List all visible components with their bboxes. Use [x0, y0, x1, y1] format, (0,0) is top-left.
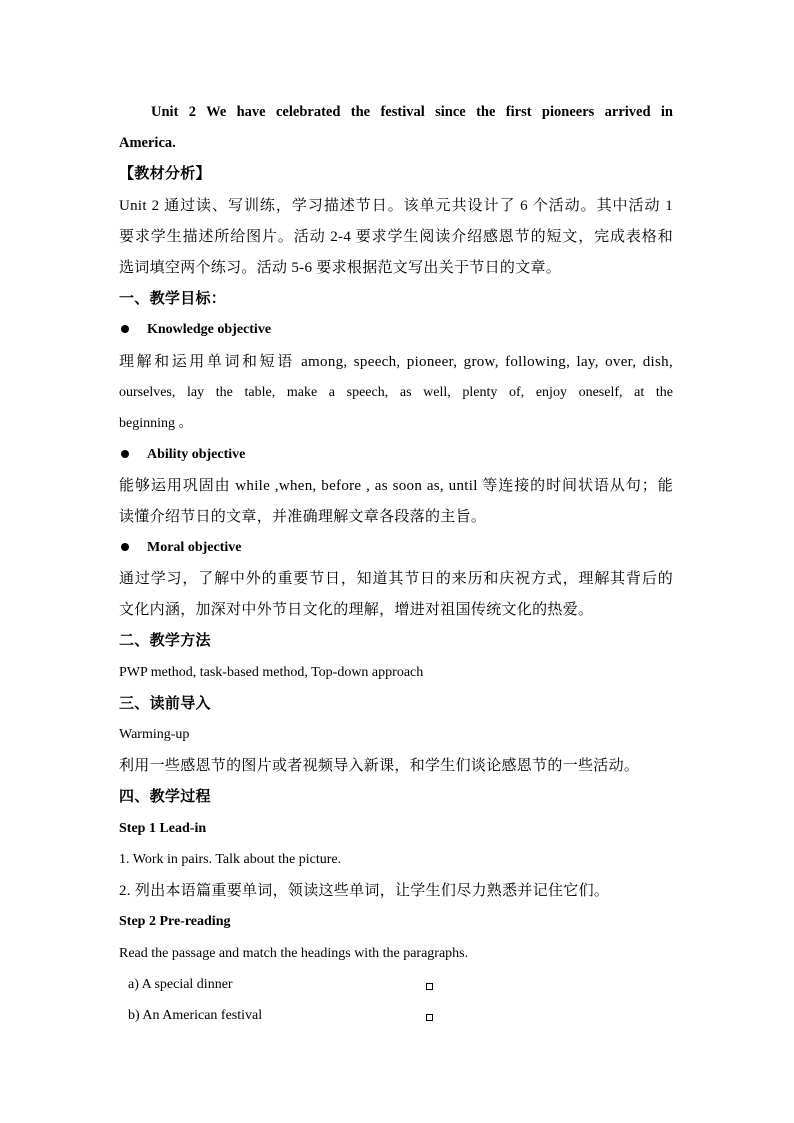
knowledge-label-text: Knowledge objective: [147, 322, 272, 337]
title-line-1: Unit 2 We have celebrated the festival since the first pioneers arrived in: [151, 104, 673, 120]
process-heading: 四、教学过程: [119, 789, 211, 805]
moral-line-2: 文化内涵，加深对中外节日文化的理解，增进对祖国传统文化的热爱。: [119, 602, 594, 618]
bullet-icon: [121, 543, 129, 551]
lead-text: 利用一些感恩节的图片或者视频导入新课，和学生们谈论感恩节的一些活动。: [119, 758, 640, 774]
methods-heading: 二、教学方法: [119, 633, 211, 649]
warming-up-label: Warming-up: [119, 727, 190, 742]
moral-objective-label: [119, 538, 241, 558]
title-line-2: America.: [119, 135, 176, 151]
step1-heading: Step 1 Lead-in: [119, 821, 207, 836]
objectives-heading: 一、教学目标：: [119, 291, 227, 307]
step1-item-1: 1. Work in pairs. Talk about the picture.: [119, 852, 342, 867]
ability-objective-label: [119, 445, 245, 465]
methods-text: PWP method, task-based method, Top-down approach: [119, 665, 424, 680]
step1-item-2: 2. 列出本语篇重要单词，领读这些单词，让学生们尽力熟悉并记住它们。: [119, 883, 610, 899]
lead-heading: 三、读前导入: [119, 696, 211, 712]
analysis-line-2: 要求学生描述所给图片。活动 2-4 要求学生阅读介绍感恩节的短文，完成表格和: [119, 229, 673, 245]
knowledge-line-3: beginning 。: [119, 416, 193, 431]
step2-heading: Step 2 Pre-reading: [119, 914, 231, 929]
ability-line-2: 读懂介绍节日的文章，并准确理解文章各段落的主旨。: [119, 509, 487, 525]
ability-line-1: 能够运用巩固由 while ,when, before , as soon as, until 等连接的时间状语从句；能: [119, 478, 673, 494]
knowledge-line-1: 理解和运用单词和短语 among, speech, pioneer, grow, following, lay, over, dish,: [119, 354, 673, 370]
moral-line-1: 通过学习，了解中外的重要节日，知道其节日的来历和庆祝方式，理解其背后的: [119, 571, 673, 587]
analysis-line-1: Unit 2 通过读、写训练，学习描述节日。该单元共设计了 6 个活动。其中活动 1: [119, 198, 673, 214]
bullet-icon: [121, 325, 129, 333]
ability-label-text: Ability objective: [147, 447, 246, 462]
answer-box-a[interactable]: [426, 983, 433, 990]
analysis-line-3: 选词填空两个练习。活动 5-6 要求根据范文写出关于节日的文章。: [119, 260, 562, 276]
step2-instruction: Read the passage and match the headings with the paragraphs.: [119, 946, 469, 961]
answer-box-b[interactable]: [426, 1014, 433, 1021]
option-b: b) An American festival: [128, 1008, 263, 1023]
textbook-analysis-heading: 【教材分析】: [119, 166, 211, 182]
option-a: a) A special dinner: [128, 977, 233, 992]
moral-label-text: Moral objective: [147, 540, 242, 555]
knowledge-line-2: ourselves, lay the table, make a speech, as well, plenty of, enjoy oneself, at the: [119, 385, 673, 400]
bullet-icon: [121, 450, 129, 458]
knowledge-objective-label: [119, 320, 271, 340]
